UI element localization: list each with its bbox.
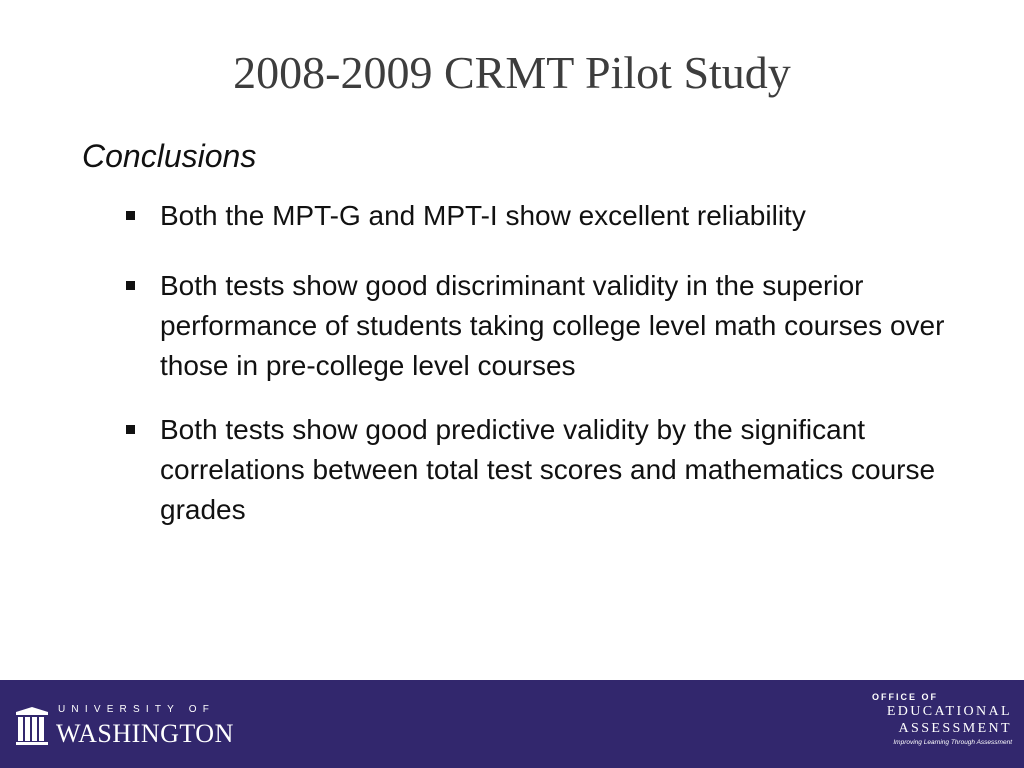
columns-icon [14, 706, 50, 746]
square-bullet-icon [126, 281, 135, 290]
bullet-item [120, 196, 980, 236]
logo-assessment-text: ASSESSMENT [898, 721, 1012, 736]
office-of-educational-assessment-logo [862, 692, 1012, 749]
footer-bar [0, 680, 1024, 768]
square-bullet-icon [126, 211, 135, 220]
logo-tagline-text: Improving Learning Through Assessment [893, 739, 1012, 746]
bullet-item [120, 266, 980, 386]
bullet-text: Both tests show good predictive validity by the significant correlations between total test scores and mathematics course grades [160, 414, 936, 525]
slide-title: 2008-2009 CRMT Pilot Study [233, 47, 791, 98]
logo-washington-text: WASHINGTON [56, 719, 234, 748]
logo-university-text: UNIVERSITY OF [58, 704, 216, 715]
square-bullet-icon [126, 425, 135, 434]
logo-educational-text: EDUCATIONAL [886, 704, 1012, 719]
bullet-list [120, 196, 980, 554]
bullet-text: Both the MPT-G and MPT-I show excellent reliability [160, 200, 806, 231]
logo-office-of-text: OFFICE OF [872, 692, 938, 702]
bullet-text: Both tests show good discriminant validity in the superior performance of students taking college level math courses over those in pre-college level courses [160, 270, 945, 381]
bullet-item [120, 410, 980, 530]
university-of-washington-logo [14, 702, 254, 750]
section-heading: Conclusions [82, 138, 257, 174]
